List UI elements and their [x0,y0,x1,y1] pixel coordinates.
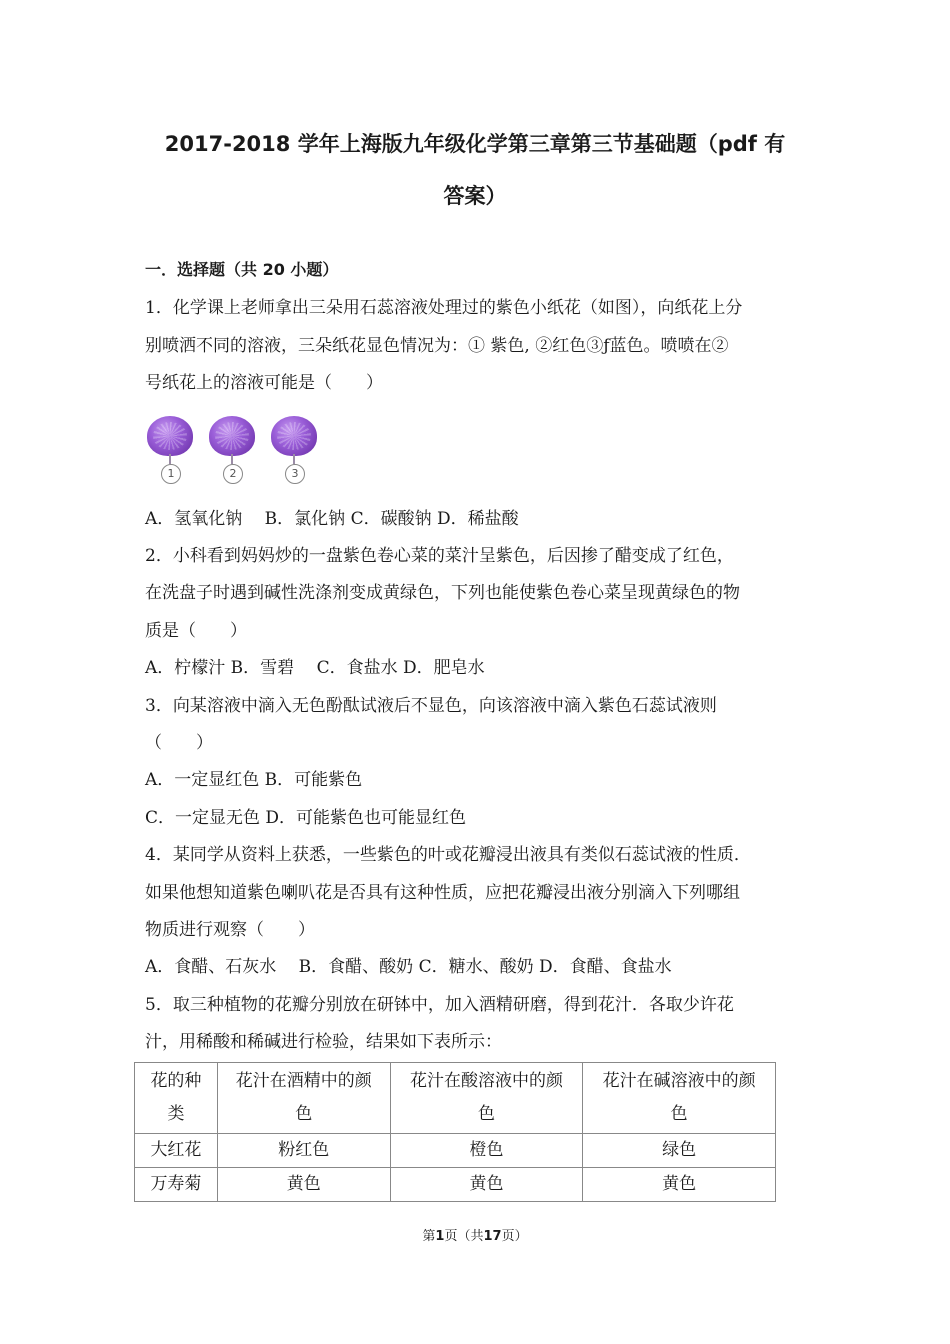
q1-options: A．氢氧化钠 B．氯化钠 C．碳酸钠 D．稀盐酸 [145,509,519,529]
q2-options: A．柠檬汁 B．雪碧 C．食盐水 D．肥皂水 [145,658,485,678]
table-header-cell: 花汁在酸溶液中的颜 色 [390,1063,583,1134]
table-row [135,1134,776,1168]
q3-line-2: （ ） [145,733,213,753]
page-footer: 第1页（共17页） [422,1229,528,1244]
q3-line-1: 3．向某溶液中滴入无色酚酞试液后不显色，向该溶液中滴入紫色石蕊试液则 [145,696,717,716]
q4-line-3: 物质进行观察（ ） [145,920,315,940]
flower-number-label: 3 [285,464,305,484]
q4-line-2: 如果他想知道紫色喇叭花是否具有这种性质，应把花瓣浸出液分别滴入下列哪组 [145,883,740,903]
flower-number-label: 2 [223,464,243,484]
table-header-cell: 花的种 类 [135,1063,218,1134]
title-line-1: 2017-2018 学年上海版九年级化学第三章第三节基础题（pdf 有 [164,132,786,156]
paper-flower-2 [207,412,257,492]
paper-flower-3 [269,412,319,492]
title-line-2: 答案） [443,184,507,208]
table-row [135,1168,776,1202]
paper-flower-1 [145,412,195,492]
q2-line-3: 质是（ ） [145,621,247,641]
table-cell: 黄色 [583,1168,776,1202]
current-page-number: 1 [435,1229,445,1244]
q2-line-2: 在洗盘子时遇到碱性洗涤剂变成黄绿色，下列也能使紫色卷心菜呈现黄绿色的物 [145,583,740,603]
q3-options-2: C．一定显无色 D．可能紫色也可能显红色 [145,808,467,828]
q3-options-1: A．一定显红色 B．可能紫色 [145,770,363,790]
q1-line-2: 别喷洒不同的溶液，三朵纸花显色情况为：① 紫色, ②红色③ƒ蓝色。喷喷在② [145,336,729,356]
table-cell: 大红花 [135,1134,218,1168]
q1-line-3: 号纸花上的溶液可能是（ ） [145,373,383,393]
flower-bloom-icon [147,416,193,456]
table-header-cell: 花汁在酒精中的颜 色 [217,1063,390,1134]
table-cell: 绿色 [583,1134,776,1168]
table-cell: 黄色 [217,1168,390,1202]
total-page-count: 17 [483,1229,502,1244]
table-cell: 黄色 [390,1168,583,1202]
q1-line-1: 1．化学课上老师拿出三朵用石蕊溶液处理过的紫色小纸花（如图），向纸花上分 [145,298,743,318]
table-cell: 橙色 [390,1134,583,1168]
flower-bloom-icon [271,416,317,456]
table-header-row [135,1063,776,1134]
section-heading: 一．选择题（共 20 小题） [145,260,339,279]
table-cell: 万寿菊 [135,1168,218,1202]
flower-color-table [134,1062,776,1202]
paper-flowers-figure [145,412,335,492]
q5-line-1: 5．取三种植物的花瓣分别放在研钵中，加入酒精研磨，得到花汁．各取少许花 [145,995,734,1015]
flower-bloom-icon [209,416,255,456]
table-cell: 粉红色 [217,1134,390,1168]
q5-line-2: 汁，用稀酸和稀碱进行检验，结果如下表所示： [145,1032,502,1052]
q4-options: A．食醋、石灰水 B．食醋、酸奶 C．糖水、酸奶 D．食醋、食盐水 [145,957,672,977]
document-title [130,118,820,222]
flower-number-label: 1 [161,464,181,484]
q4-line-1: 4．某同学从资料上获悉，一些紫色的叶或花瓣浸出液具有类似石蕊试液的性质． [145,845,751,865]
q2-line-1: 2．小科看到妈妈炒的一盘紫色卷心菜的菜汁呈紫色，后因掺了醋变成了红色， [145,546,734,566]
table-header-cell: 花汁在碱溶液中的颜 色 [583,1063,776,1134]
